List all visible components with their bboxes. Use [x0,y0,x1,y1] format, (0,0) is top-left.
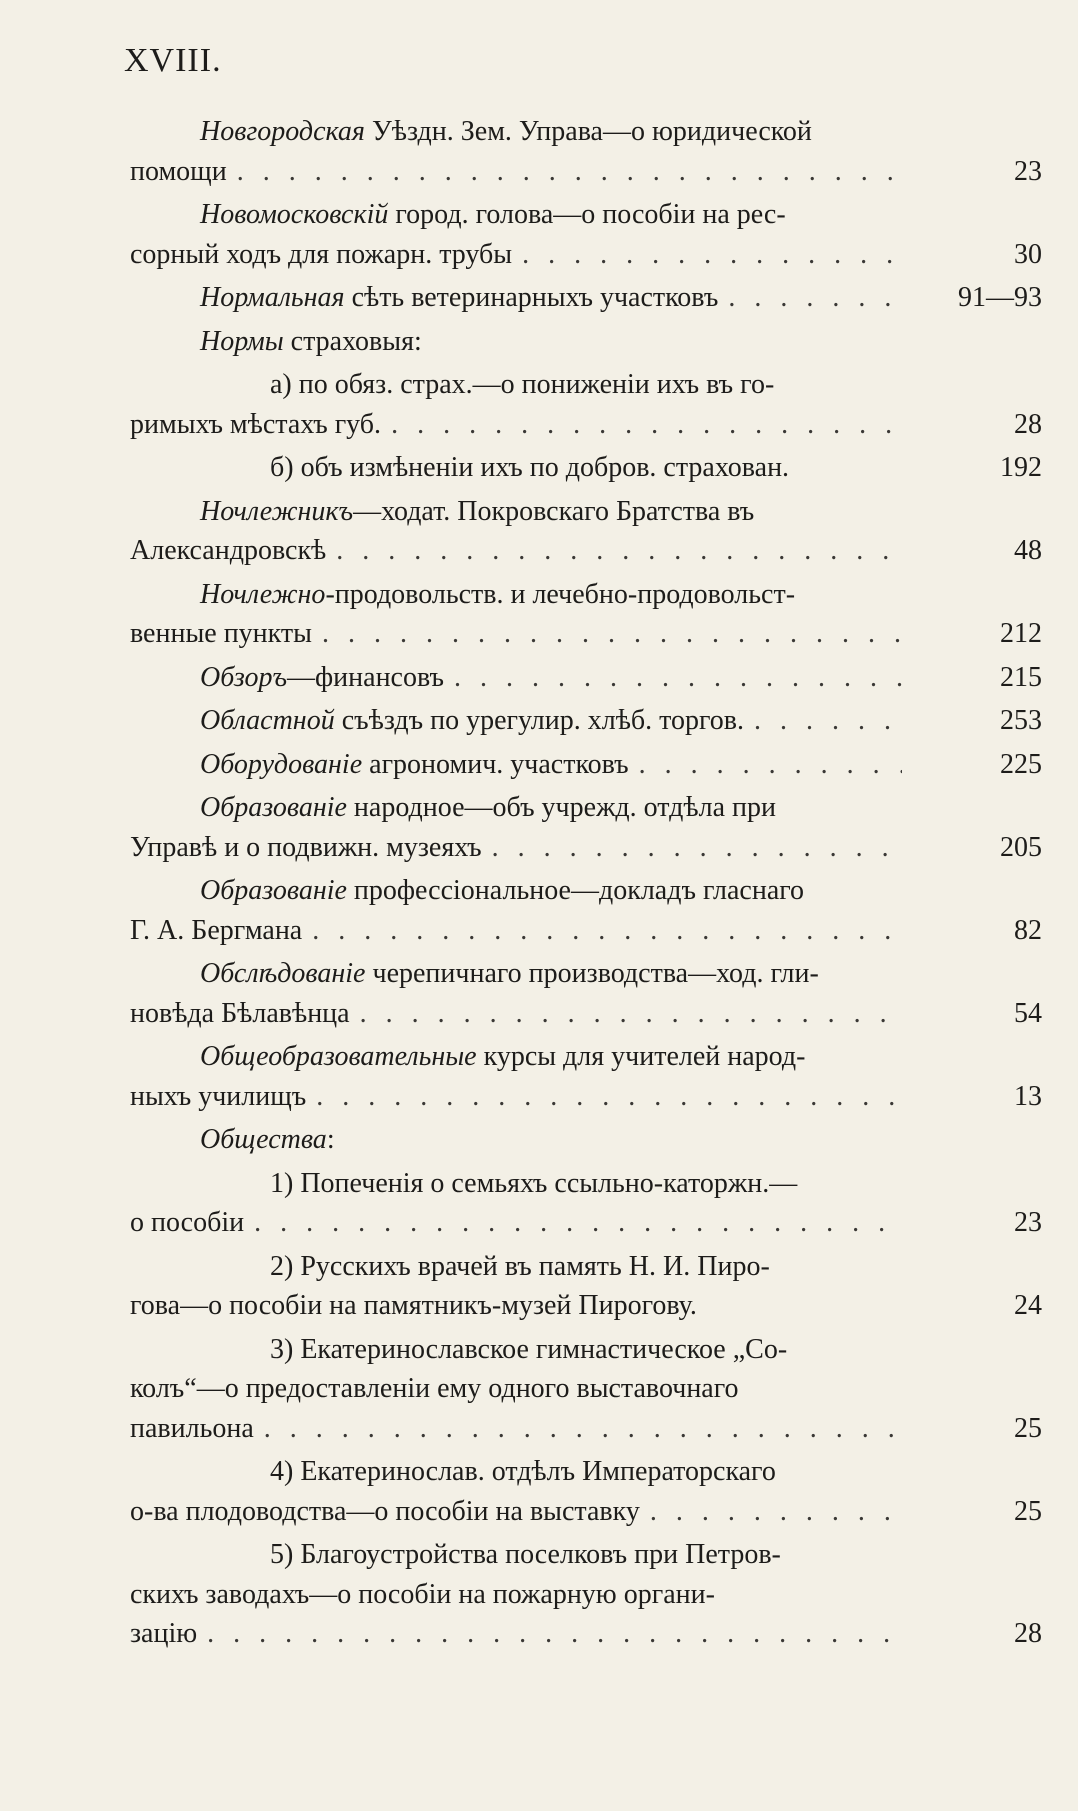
leader-dots [492,828,902,868]
entry-page: 23 [1014,155,1042,187]
entry-page: 25 [1014,1495,1042,1527]
entry-text: колъ“—о предоставленіи ему одного выставочнаго [130,1373,739,1404]
entry-text-last: Александровскѣ [130,535,327,566]
entry-page: 192 [1000,452,1042,483]
entry-text: -продовольств. и лечебно-продовольст- [325,578,796,610]
leader-dots [316,1077,902,1117]
index-entry [130,575,1042,654]
entry-text-last: : [326,1124,335,1155]
index-entry [130,745,1042,785]
entry-keyword: Общества [200,1124,327,1155]
entry-keyword: Общеобразовательные [200,1041,477,1072]
leader-dots [207,1614,902,1654]
entry-keyword: Образованіе [200,875,347,906]
index-entry [130,112,1042,191]
entry-keyword: Новгородская [200,116,365,147]
entry-text-last: б) объ измѣненіи ихъ по добров. страхован. [270,452,790,483]
index-entries [130,112,1042,1658]
entry-page: 205 [1000,831,1042,863]
entry-text-last: венные пункты [130,618,312,649]
leader-dots [391,405,902,445]
leader-dots [650,1492,902,1532]
entry-text-last: сѣть ветеринарныхъ участковъ [344,282,719,313]
leader-dots [728,278,902,318]
entry-text: 1) Попеченія о семьяхъ ссыльно-каторжн.— [270,1167,798,1199]
entry-text-last: съѣздъ по урегулир. хлѣб. торгов. [334,705,745,736]
entry-text-last: ныхъ училищъ [130,1080,307,1112]
entry-text-last: о-ва плодоводства—о пособіи на выставку [130,1495,640,1527]
leader-dots [360,994,902,1034]
entry-page: 30 [1014,238,1042,270]
entry-page: 215 [1000,661,1042,693]
entry-text: город. голова—о пособіи на рес- [388,199,786,230]
index-entry [130,492,1042,571]
entry-page: 82 [1014,914,1042,946]
entry-page: 212 [1000,618,1042,649]
entry-keyword: Нормы [200,325,284,357]
leader-dots [754,701,902,741]
entry-text-last: сорный ходъ для пожарн. трубы [130,238,513,270]
entry-text: 3) Екатеринославское гимнастическое „Со- [270,1333,788,1365]
entry-text-last: римыхъ мѣстахъ губ. [130,408,382,440]
entry-text: а) по обяз. страх.—о пониженіи ихъ въ го- [270,369,775,400]
entry-text-last: —финансовъ [287,661,444,693]
entry-text: —ходат. Покровскаго Братства въ [353,495,755,527]
index-subentry [130,1535,1042,1654]
leader-dots [237,152,902,192]
leader-dots [322,614,902,654]
entry-text: 5) Благоустройства поселковъ при Петров- [270,1539,781,1570]
entry-text: 4) Екатеринослав. отдѣлъ Императорскаго [270,1456,776,1487]
entry-keyword: Областной [200,705,335,736]
entry-text-last: новѣда Бѣлавѣнца [130,997,350,1029]
entry-page: 24 [1014,1290,1042,1321]
index-entry [130,871,1042,950]
entry-page: 54 [1014,997,1042,1029]
entry-text: черепичнаго производства—ход. гли- [365,958,819,989]
leader-dots [336,531,902,571]
entry-text-last: помощи [130,155,227,187]
leader-dots [312,911,902,951]
leader-dots [522,235,902,275]
entry-keyword: Обзоръ [200,661,288,693]
index-entry [130,1037,1042,1116]
leader-dots [639,745,902,785]
leader-dots [264,1409,902,1449]
entry-text-last: Управѣ и о подвижн. музеяхъ [130,831,482,863]
entry-text-last: Г. А. Бергмана [130,914,303,946]
entry-text-last: павильона [130,1412,254,1444]
index-entry [130,701,1042,741]
entry-text: Уѣздн. Зем. Управа—о юридической [364,116,812,147]
entry-keyword: Оборудованіе [200,748,363,780]
index-subentry [130,1330,1042,1449]
entry-page: 48 [1014,535,1042,566]
entry-text: профессіональное—докладъ гласнаго [346,875,805,906]
entry-page: 91—93 [958,282,1042,313]
index-subentry [130,1164,1042,1243]
entry-page: 28 [1014,1618,1042,1649]
entry-text-last: агрономич. участковъ [362,748,629,780]
entry-page: 28 [1014,408,1042,440]
entry-page: 25 [1014,1412,1042,1444]
entry-page: 23 [1014,1207,1042,1238]
entry-keyword: Новомосковскій [200,199,389,230]
entry-keyword: Образованіе [200,792,347,823]
entry-text-last: гова—о пособіи на памятникъ-музей Пирогову. [130,1290,697,1321]
entry-page: 253 [1000,705,1042,736]
index-entry [130,954,1042,1033]
index-entry [130,788,1042,867]
index-entry [130,1120,1042,1160]
entry-text-last: страховыя: [283,325,422,357]
entry-text: народное—объ учрежд. отдѣла при [346,792,776,823]
index-entry [130,322,1042,362]
index-entry [130,658,1042,698]
index-entry [130,278,1042,318]
entry-keyword: Ночлежно [200,578,326,610]
entry-page: 13 [1014,1080,1042,1112]
index-entry [130,195,1042,274]
leader-dots [454,658,902,698]
index-subentry [130,448,1042,488]
entry-text: скихъ заводахъ—о пособіи на пожарную органи- [130,1578,715,1610]
entry-text: курсы для учителей народ- [476,1041,806,1072]
entry-page: 225 [1000,748,1042,780]
entry-text: 2) Русскихъ врачей въ память Н. И. Пиро- [270,1250,770,1282]
entry-keyword: Ночлежникъ [200,495,354,527]
index-subentry [130,1247,1042,1326]
entry-keyword: Нормальная [200,282,345,313]
entry-text-last: зацію [130,1618,198,1649]
entry-text-last: о пособіи [130,1207,245,1238]
entry-keyword: Обслѣдованіе [200,958,366,989]
index-subentry [130,365,1042,444]
leader-dots [254,1203,902,1243]
page-number: XVIII. [124,42,222,79]
index-subentry [130,1452,1042,1531]
